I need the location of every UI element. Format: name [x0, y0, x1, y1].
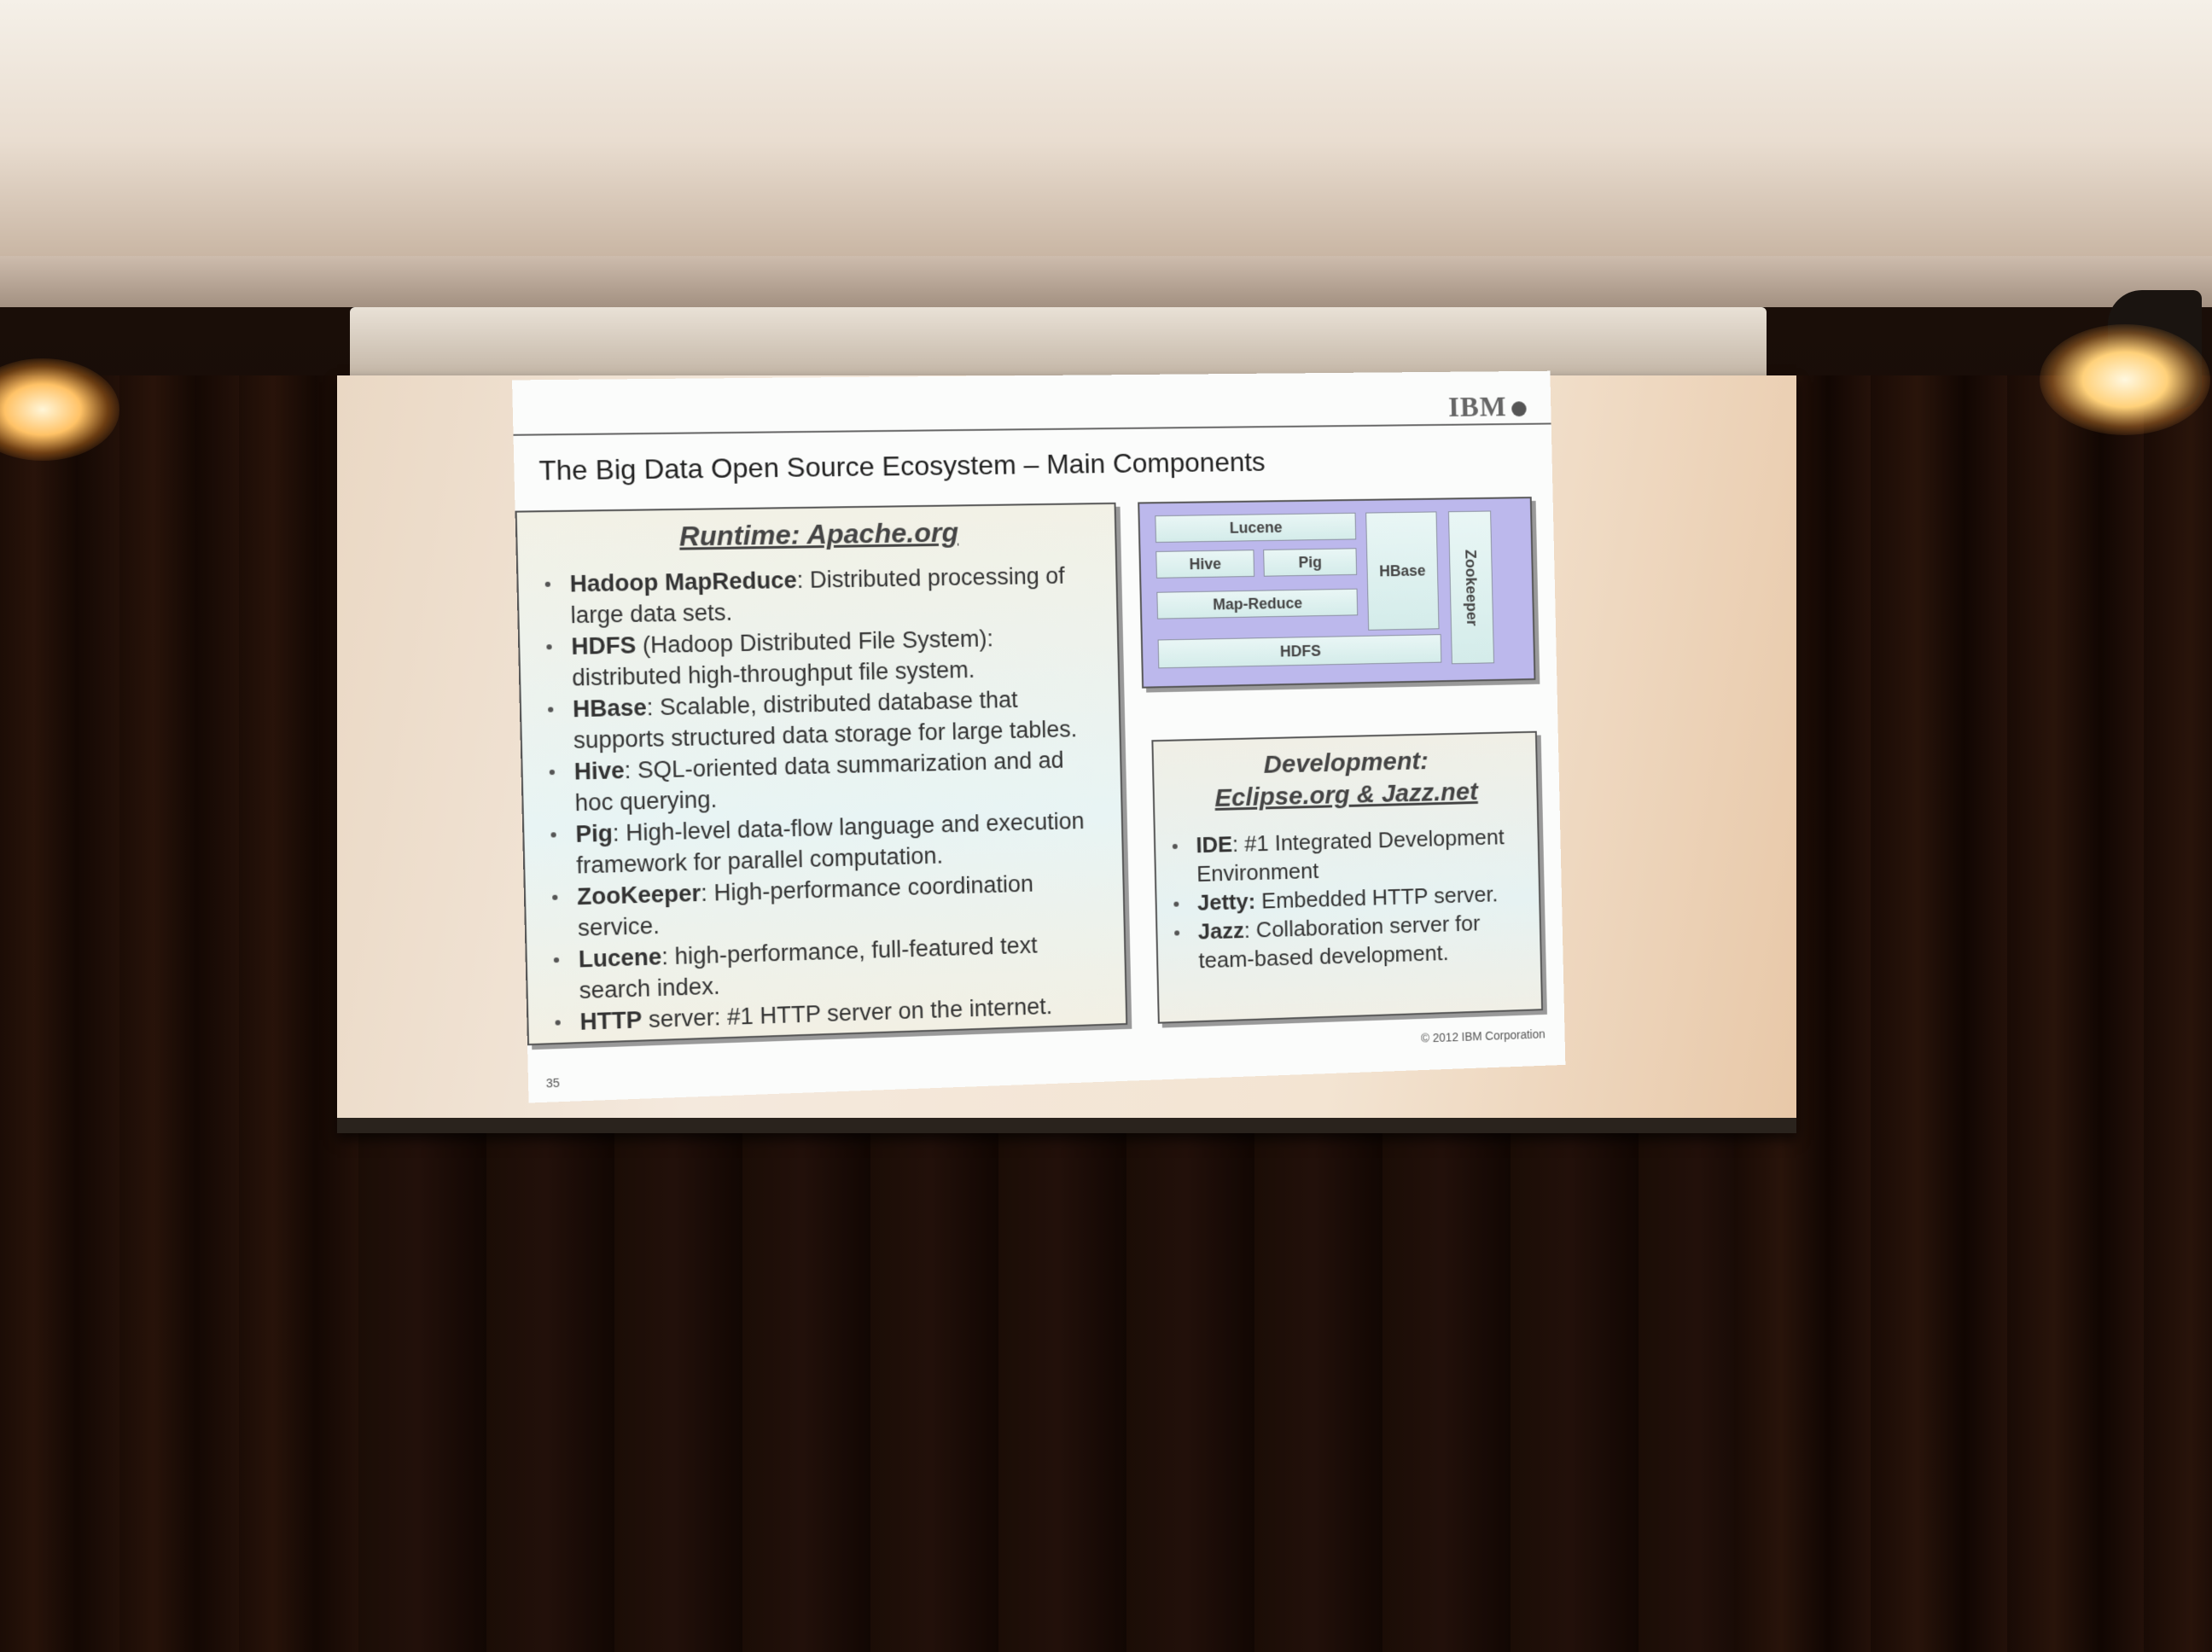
stack-diagram [1138, 497, 1535, 689]
spotlight-right [2040, 324, 2210, 435]
ibm-logo: IBM [1448, 392, 1527, 424]
list-item: Pig: High-level data-flow language and execution framework for parallel computation. [545, 805, 1107, 881]
bullet-icon [548, 707, 553, 712]
runtime-heading: Runtime: Apache.org [678, 516, 959, 552]
bullet-icon [1174, 930, 1179, 935]
list-item: HTTP server: #1 HTTP server on the internet. [550, 989, 1110, 1038]
slide-number: 35 [545, 1075, 561, 1091]
development-list [1155, 822, 1540, 976]
bullet-icon [552, 895, 557, 900]
bullet-icon [550, 832, 556, 837]
component-hbase: HBase [1365, 511, 1439, 630]
component-hdfs: HDFS [1158, 634, 1442, 668]
bullet-icon [1173, 844, 1178, 849]
bullet-icon [554, 957, 559, 963]
runtime-list [518, 560, 1126, 1039]
bullet-icon [545, 582, 550, 587]
curtain-left [0, 375, 358, 1652]
list-item: IDE: #1 Integrated Development Environment [1167, 822, 1524, 889]
slide-title: The Big Data Open Source Ecosystem – Main Components [538, 445, 1266, 486]
projector-screen-housing [350, 307, 1767, 384]
development-box [1151, 731, 1543, 1024]
bullet-icon [546, 644, 551, 649]
component-mapreduce: Map-Reduce [1156, 589, 1358, 620]
bullet-icon [550, 770, 555, 775]
curtain-right [1734, 375, 2212, 1652]
list-item: Hadoop MapReduce: Distributed processing of large data sets. [539, 560, 1102, 631]
list-item: HBase: Scalable, distributed database that supports structured data storage for large tables. [542, 683, 1104, 757]
copyright: © 2012 IBM Corporation [1420, 1027, 1545, 1045]
list-item: Lucene: high-performance, full-featured text search index. [548, 928, 1109, 1008]
list-item: Jetty: Embedded HTTP server. [1168, 879, 1524, 918]
bullet-icon [1173, 902, 1179, 907]
component-hive: Hive [1155, 550, 1254, 579]
ceiling [0, 0, 2212, 256]
list-item: Hive: SQL-oriented data summarization and ad hoc querying. [544, 744, 1105, 820]
list-item: Jazz: Collaboration server for team-based development. [1169, 907, 1526, 975]
title-rule [513, 423, 1551, 436]
development-heading: Development: Eclipse.org & Jazz.net [1214, 747, 1478, 812]
presentation-slide [512, 371, 1565, 1103]
component-zookeeper: Zookeeper [1448, 510, 1494, 664]
list-item: ZooKeeper: High-performance coordination service. [547, 866, 1109, 945]
list-item: HDFS (Hadoop Distributed File System): distributed high-throughput file system. [541, 621, 1103, 695]
bullet-icon [556, 1020, 561, 1025]
component-pig: Pig [1263, 548, 1357, 576]
curtain-center [358, 1109, 1734, 1652]
runtime-box [515, 503, 1128, 1045]
globe-icon [1511, 402, 1527, 417]
component-lucene: Lucene [1155, 513, 1356, 543]
